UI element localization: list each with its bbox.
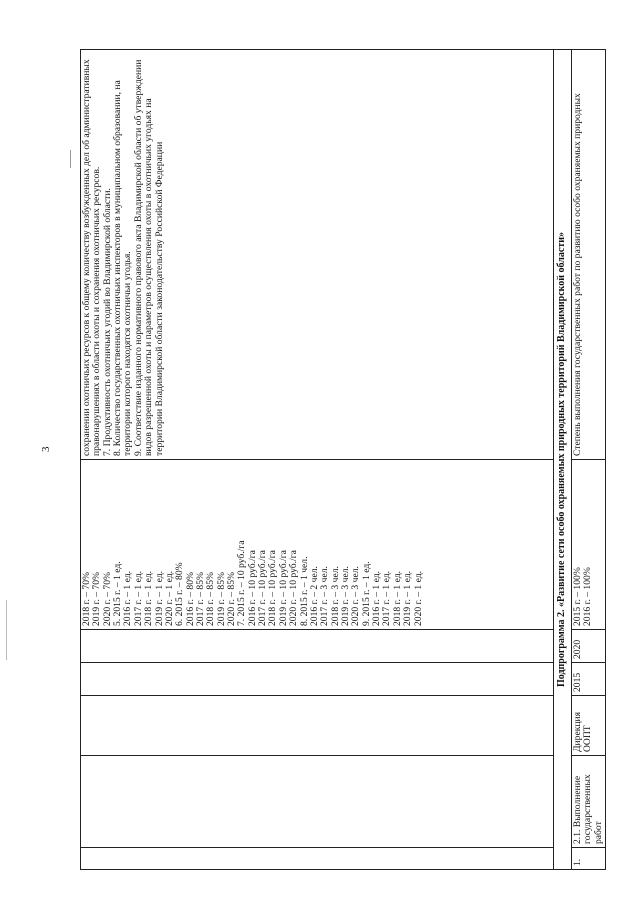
indicator-line: 2020 г. – 85% (226, 571, 238, 626)
indicator-line: 2017 г. – 85% (194, 571, 206, 626)
page-number: 3 (40, 446, 52, 452)
result-paragraph: 8. Количество государственных охотничьих инспекторов в муниципальном образовании, на территории которого находятся охотничьи угодья. (112, 80, 134, 456)
indicator-line: 2020 г. – 3 чел. (350, 566, 362, 626)
indicator-line: 2017 г. – 1 ед. (381, 570, 393, 626)
end-cell (81, 630, 554, 663)
indicator-line: 2018 г. – 1 ед. (143, 570, 155, 626)
indicator-line: 2019 г. – 3 чел. (339, 566, 351, 626)
executor: Дирекция ООПТ (571, 696, 605, 756)
row-indicators (571, 460, 605, 630)
start-year: 2015 (571, 663, 605, 696)
row-number: 1. (571, 848, 605, 870)
subprogram-row (554, 50, 572, 870)
result-paragraph: 9. Соответствие изданного нормативного правового акта Владимирской области об утверждении видов разрешенной охоты и параметров осуществления охоты в охотничьих угодьях на территории Владимирской области законодательству Российской Федерации (132, 59, 165, 456)
indicator-line: 2020 г. – 70% (101, 571, 113, 626)
indicator-line: 2018 г. – 70% (81, 571, 92, 626)
indicator-line: 5. 2015 г. – 1 ед. (112, 561, 124, 626)
indicator-line: 2017 г. – 3 чел. (319, 566, 331, 626)
indicator-line: 2019 г. – 10 руб./га (277, 550, 289, 626)
indicator-line: 2020 г. – 10 руб./га (288, 550, 300, 626)
indicators-cell (81, 460, 554, 630)
indicator-line: 2016 г. – 2 чел. (308, 566, 320, 626)
indicator-line: 2016 г. – 1 ед. (122, 570, 134, 626)
row-result: Степень выполнения государственных работ по развитию особо охраняемых природных (571, 50, 605, 460)
indicator-line: 2016 г. – 80% (184, 571, 196, 626)
indicator-line: 2020 г. – 1 ед. (163, 570, 175, 626)
scan-mark (70, 150, 71, 168)
event-name: 2.1. Выполнение государственных работ (571, 756, 605, 848)
indicator-line: 2019 г. – 70% (91, 571, 103, 626)
end-year: 2020 (571, 630, 605, 663)
results-cell (81, 50, 554, 460)
continuation-row (81, 50, 554, 870)
event-cell (81, 756, 554, 848)
num-cell (81, 848, 554, 870)
indicator-line: 2018 г. – 3 чел. (329, 566, 341, 626)
rotated-page (80, 50, 610, 870)
indicator-line: 2019 г. – 1 ед. (402, 570, 414, 626)
result-paragraph: 7. Продуктивность охотничьих угодий во Владимирской области. (101, 188, 113, 456)
table-row (571, 50, 605, 870)
indicator-line: 2020 г. – 1 ед. (412, 570, 424, 626)
indicator-line: 2017 г. – 1 ед. (132, 570, 144, 626)
scan-mark (6, 600, 7, 660)
indicator-line: 2019 г. – 85% (215, 571, 227, 626)
indicator-line: 2019 г. – 1 ед. (153, 570, 165, 626)
result-paragraph: сохранении охотничьих ресурсов к общему количеству возбужденных дел об административных правонарушениях в области охоты и сохранения охотничьих ресурсов. (81, 59, 103, 456)
indicator-line: 2018 г. – 10 руб./га (267, 550, 279, 626)
indicator-line: 6. 2015 г. – 80% (174, 562, 186, 626)
indicator-line: 8. 2015 г. – 1 чел. (298, 556, 310, 626)
program-table (80, 49, 606, 870)
indicator-line: 2017 г. – 10 руб./га (257, 550, 269, 626)
indicator-line: 9. 2015 г. – 1 ед. (360, 561, 372, 626)
indicator-line: 2015 г. – 100% (571, 567, 583, 626)
indicator-line: 2016 г. – 100% (582, 567, 594, 626)
indicator-line: 7. 2015 г. – 10 руб./га (236, 540, 248, 626)
executor-cell (81, 696, 554, 756)
indicator-line: 2018 г. – 1 ед. (391, 570, 403, 626)
indicator-line: 2018 г. – 85% (205, 571, 217, 626)
subprogram-title: Подпрограмма 2. «Развитие сети особо охраняемых природных территорий Владимирской области» (554, 50, 572, 870)
indicator-line: 2016 г. – 10 руб./га (246, 550, 258, 626)
start-cell (81, 663, 554, 696)
indicator-line: 2016 г. – 1 ед. (371, 570, 383, 626)
